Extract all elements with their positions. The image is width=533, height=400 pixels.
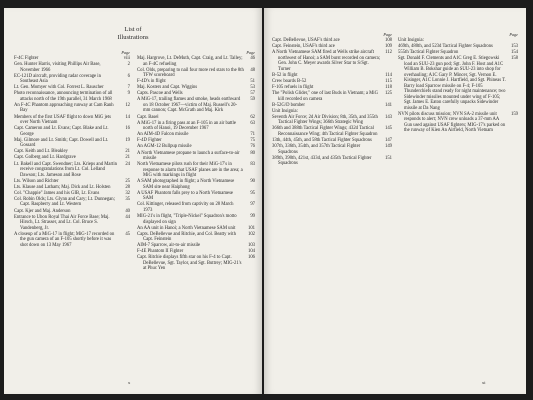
entry-caption: An AIM-4D Falcon missile <box>137 132 189 138</box>
entry-caption: A closeup of a MiG-17 in flight; MiG-17 recorded on the gun camera of an F-105 shortly before it was shot down on 13 May 1967 <box>14 231 115 248</box>
illustration-entry <box>14 232 130 249</box>
entry-caption: 13th, 44th, 45th, and 58th Tactical Fighter Squadrons <box>272 138 372 144</box>
illustration-entry <box>14 197 130 208</box>
entry-caption: F-105 refuels in flight <box>272 84 314 90</box>
entry-caption: A North Vietnamese propane to launch a surface-to-air missile <box>137 150 240 162</box>
illustration-entry <box>272 144 392 155</box>
entry-caption: Seventh Air Force; 2d Air Division; 8th, 35th, and 355th Tactical Fighter Wings; 366th Strategic Wing <box>272 114 378 126</box>
entry-page-number: 35 <box>125 196 130 202</box>
entry-page-number: 63 <box>250 120 255 126</box>
illustration-entry <box>272 44 392 50</box>
illustration-entry <box>137 132 255 138</box>
entry-page-number: 95 <box>250 190 255 196</box>
entry-caption: A MiG-17 in a firing pass at an F-105 in an air battle north of Hanoi, 19 December 1967 <box>137 120 236 132</box>
entry-caption: Col. Robin Olds; Lts. Glynn and Cary; Lt. Dunnegan; Capt. Raspberry and Lt. Western <box>14 196 115 208</box>
entry-page-number: 53 <box>250 85 255 91</box>
illustration-entry <box>137 214 255 225</box>
entry-page-number: 158 <box>510 56 518 62</box>
entry-caption: The "Polish Glider," one of last Buds in Vietnam; a MiG kill recorded on camera <box>272 91 378 102</box>
illustration-entry <box>398 38 518 44</box>
illustration-entry <box>272 109 392 115</box>
entry-caption: Capt. Ritchie displays fifth star on his F-4 to Capt. DeBellevue, Sgt. Taylor, and Sgt. Buttrey; MIG-21's at Phuc Yen <box>137 255 242 272</box>
illustration-entry <box>137 202 255 213</box>
illustration-entry <box>137 162 255 179</box>
entry-page-number: 6 <box>127 73 130 79</box>
illustration-entry <box>14 138 130 149</box>
entry-page-number: 12 <box>125 102 130 108</box>
illustration-entry <box>137 179 255 190</box>
entry-caption: An AGM-12 Bullpup missile <box>137 144 192 150</box>
illustration-entry <box>272 115 392 126</box>
illustration-entry <box>137 191 255 202</box>
entry-page-number: 154 <box>510 50 518 56</box>
illustration-entry <box>14 56 130 62</box>
illustration-entry <box>137 79 255 85</box>
illustration-entry <box>272 138 392 144</box>
entry-page-number: 7 <box>127 85 130 91</box>
entry-page-number: 2 <box>127 62 130 68</box>
illustration-entry <box>272 156 392 167</box>
entry-caption: Lt. Gen. Momyer with Col. Forrest L. Rauscher <box>14 85 104 91</box>
entry-caption: MIG-21's in flight, "Triple-Nickel" Squadron's motto displayed on sign <box>137 214 237 225</box>
entry-caption: Capt. DeBellevue, USAF's third ace <box>272 38 340 43</box>
illustration-entry <box>137 85 255 91</box>
illustration-entry <box>137 91 255 97</box>
illustration-entry <box>137 121 255 132</box>
entry-caption: 389th, 390th, 421st, 433d, and 435th Tactical Fighter Squadrons <box>272 155 372 167</box>
illustration-entry <box>272 50 392 72</box>
entry-caption: Capt. Kjer and Maj. Anderson <box>14 208 71 214</box>
entry-caption: A USAF Phantom falls prey to a North Vietnamese SAM <box>137 190 233 202</box>
entry-caption: Lt. Bakell and Capt. Swendner; Lts. Krieps and Martin receive congratulations from Lt. Col. Lelland Dawson; Lts. Jameson and Rose <box>14 161 117 178</box>
illustration-entry <box>137 56 255 67</box>
page-number: x <box>128 380 131 385</box>
entry-page-number: 46 <box>250 56 255 61</box>
entry-caption: B-52 in flight <box>272 72 298 78</box>
illustration-entry <box>137 243 255 249</box>
entry-caption: Maj. Hargrove, Lt. DeMuth, Capt. Craig, and Lt. Talley; an F-4C refueling <box>137 56 243 67</box>
entry-caption: North Vietnamese pilots rush for their MiG-17's in response to alarm that USAF planes are in the area; a MiG with markings in flight <box>137 162 243 179</box>
entry-caption: F-4D Fighter <box>137 138 162 144</box>
illustration-entry <box>14 115 130 126</box>
entry-page-number: 21 <box>125 149 130 155</box>
entry-page-number: 51 <box>250 79 255 85</box>
entry-page-number: 25 <box>125 178 130 184</box>
heading-line-1: List of <box>124 26 142 33</box>
illustration-entry <box>14 162 130 179</box>
page-number: xi <box>482 380 486 385</box>
page-column-label: Page <box>509 32 518 37</box>
entry-page-number: 149 <box>384 144 392 150</box>
entry-page-number: 71 <box>250 132 255 138</box>
entry-page-number: 153 <box>510 44 518 50</box>
right-page <box>264 8 526 394</box>
illustration-entry <box>137 115 255 121</box>
illustration-entry <box>272 126 392 137</box>
entry-caption: Capts. Pascoe and Wells <box>137 91 183 97</box>
page-column-label: Page <box>246 50 255 55</box>
entry-page-number: 125 <box>384 91 392 97</box>
entry-page-number: 159 <box>510 111 518 117</box>
illustrations-heading <box>4 26 262 41</box>
entry-page-number: 90 <box>250 179 255 185</box>
entry-page-number: 143 <box>384 114 392 120</box>
entry-caption: Maj. Kosters and Capt. Wiggins <box>137 85 198 91</box>
illustration-entry <box>398 50 518 56</box>
page-column-label: Page <box>121 50 130 55</box>
entry-caption: Members of the first USAF flight to down MiG jets over North Vietnam <box>14 114 112 126</box>
illustration-entry <box>14 155 130 161</box>
illustration-entry <box>137 232 255 243</box>
illustration-entry <box>398 112 518 134</box>
entry-caption: Lts. Wilson and Richter <box>14 178 59 184</box>
entry-page-number: 21 <box>125 155 130 161</box>
entry-caption: Unit Insignia: <box>272 108 298 114</box>
entry-page-number: 32 <box>125 190 130 196</box>
entry-page-number: 109 <box>384 44 392 50</box>
entry-caption: Photo reconnaissance, announcing termination of all attacks north of the 19th parallel, 31 March 1968 <box>14 91 113 102</box>
entry-caption: EC-121D aircraft, providing radar coverage in Southeast Asia <box>14 73 101 85</box>
entry-caption: A North Vietnamese SAM fired at Wells strike aircraft northwest of Hanoi; a SAM burst recorded on camera; Gen. John C. Meyer awards Silver Star to S/Sgt. Turner <box>272 50 381 72</box>
entry-page-number: 99 <box>250 214 255 219</box>
entry-page-number: 151 <box>384 155 392 161</box>
entry-page-number: 115 <box>385 78 392 84</box>
entry-caption: 469th, 480th, and 523d Tactical Fighter Squadrons <box>398 44 493 50</box>
entry-caption: A MiG-17, trailing flames and smoke, heads earthward on 18 October 1967—victim of Maj. Russell's 20-mm cannon; Capt. McGrath and Maj. Kirk <box>137 97 241 114</box>
entry-caption: F-4E Phantom II Fighter <box>137 249 184 255</box>
entry-caption: AIM-7 Sparrow, air-to-air missile <box>137 243 201 249</box>
illustration-entry <box>398 56 518 111</box>
entry-page-number: 59 <box>250 97 255 103</box>
entry-page-number: 40 <box>125 208 130 214</box>
entry-caption: Capts. DeBellevue and Ritchie, and Col. Beatty with Capt. Feinstein <box>137 231 236 243</box>
entry-page-number: 16 <box>125 126 130 132</box>
illustration-entry <box>14 62 130 73</box>
entry-page-number: 24 <box>125 161 130 167</box>
illustration-entry <box>14 215 130 232</box>
entry-caption: Gen. Hunter Harris, visiting Phillips Air Base, November 1966 <box>14 62 101 73</box>
illustration-entry <box>14 149 130 155</box>
illustration-entry <box>14 85 130 91</box>
entry-caption: Sgt. Donald F. Clements and A1C Greg E. Stiegowski load an SUU-23 gun pod; Sgt. John F. Host and A1C William B. Bokshar guide an SUU-23 into shop for overhauling; A1C Gary P. Mincer, Sgt. Vernon E. Kisinger, A1C Lonnie J. Hartfield, and Sgt. Phineas T. Barry load Sparrow missile on F-4; F-105 Thunderchiefs stand ready for night maintenance; two Sidewinder missiles mounted under wing of F-105; Sgt. James E. Eaton carefully unpacks Sidewinder missile at Da Nang <box>398 56 506 111</box>
entry-page-number: 45 <box>125 231 130 237</box>
entry-page-number: 48 <box>250 67 255 73</box>
left-page <box>4 8 262 394</box>
illustration-entry <box>272 103 392 109</box>
entry-page-number: 80 <box>250 150 255 156</box>
entry-caption: F-4C Fighter <box>14 56 39 61</box>
entry-caption: F-4D's in flight <box>137 79 166 85</box>
entry-page-number: 114 <box>385 72 392 78</box>
illustration-entry <box>14 91 130 102</box>
entry-caption: An F-4C Phantom approaching runway at Cam Ranh Bay <box>14 102 114 114</box>
entry-page-number: 75 <box>250 138 255 144</box>
entry-page-number: 57 <box>250 91 255 97</box>
illustration-entry <box>14 179 130 185</box>
illustration-entry <box>272 38 392 44</box>
entry-page-number: 103 <box>247 243 255 249</box>
entry-caption: A SAM photographed in flight; a North Vietnamese SAM site near Haiphong <box>137 179 235 190</box>
entry-caption: Capt. Keith and Lt. Bleakley <box>14 149 68 155</box>
illustration-entry <box>137 138 255 144</box>
entry-page-number: 62 <box>250 114 255 120</box>
right-column-1 <box>272 32 392 167</box>
entry-caption: Capt. Basel <box>137 114 159 120</box>
entry-page-number: 97 <box>250 202 255 208</box>
entry-caption: 307th, 336th, 354th, and 357th Tactical Fighter Squadrons <box>272 144 361 155</box>
entry-page-number: 112 <box>385 50 392 56</box>
entry-caption: Capt. Cameron and Lt. Evans; Capt. Blake and Lt. George <box>14 126 109 137</box>
entry-caption: 366th and 388th Tactical Fighter Wings; 432d Tactical Reconnaissance Wing; 4th Tactical Fighter Squadron <box>272 126 378 137</box>
entry-page-number: 76 <box>250 144 255 150</box>
entry-caption: Capt. Feinstein, USAF's third ace <box>272 44 335 50</box>
entry-page-number: 19 <box>125 137 130 143</box>
entry-page-number: 104 <box>247 249 255 255</box>
entry-caption: Col. Olds, preparing to nail four more red stars to the 8th TFW scoreboard <box>137 67 244 79</box>
entry-page-number: 44 <box>125 214 130 220</box>
entry-page-number: 106 <box>247 255 255 261</box>
illustration-entry <box>14 126 130 137</box>
entry-caption: B-52G/D bomber <box>272 102 305 108</box>
illustration-entry <box>272 85 392 91</box>
entry-caption: Unit Insignia: <box>398 38 424 43</box>
illustration-entry <box>137 144 255 150</box>
entry-caption: Maj. Gilmore and Lt. Smith; Capt. Dowell and Lt. Gossard <box>14 137 109 149</box>
entry-page-number: 145 <box>384 126 392 132</box>
illustration-entry <box>137 226 255 232</box>
illustration-entry <box>398 44 518 50</box>
illustration-entry <box>137 97 255 114</box>
entry-page-number: 9 <box>127 91 130 97</box>
entry-caption: Lts. Klause and Latham; Maj. Dick and Lt. Holsten <box>14 184 111 190</box>
entry-caption: Crew boards B-52 <box>272 78 307 84</box>
entry-caption: Col. "Chappie" James and his GIB, Lt. Evans <box>14 190 100 196</box>
illustration-entry <box>137 255 255 272</box>
entry-page-number: 14 <box>125 114 130 120</box>
entry-page-number: 101 <box>247 225 255 231</box>
entry-page-number: viii <box>123 56 130 61</box>
entry-caption: NVN pilots discuss mission; NVN SA-2 missile unit responds to alert; NVN crew unloads a 37-mm AA Gun used against USAF fighters; MIG-17's parked on the runway of Kien An Airfield, North Vietnam <box>398 111 506 134</box>
illustration-entry <box>14 103 130 114</box>
entry-page-number: 83 <box>250 162 255 168</box>
entry-caption: An AA unit in Hanoi; a North Vietnamese SAM unit <box>137 225 236 231</box>
illustration-entry <box>14 74 130 85</box>
entry-page-number: 141 <box>384 102 392 108</box>
illustration-entry <box>14 209 130 215</box>
illustration-entry <box>272 91 392 102</box>
entry-page-number: 102 <box>247 231 255 237</box>
entry-page-number: 147 <box>384 138 392 144</box>
illustration-entry <box>14 191 130 197</box>
entry-caption: Capt. Golberg and Lt. Hardgrave <box>14 155 76 161</box>
entry-caption: Col. Kittinger, released from captivity on 28 March 1973 <box>137 202 234 213</box>
illustration-entry <box>272 73 392 79</box>
illustration-entry <box>137 68 255 79</box>
entry-caption: Entrance to Ubon Royal Thai Air Force Base; Maj. Hirsch, Lt. Strasser, and Lt. Col. Bruce S. Vandenberg, Jr. <box>14 214 110 231</box>
entry-page-number: 118 <box>385 84 392 90</box>
entry-page-number: 28 <box>125 184 130 190</box>
illustration-entry <box>137 151 255 162</box>
left-column-2 <box>137 50 255 273</box>
right-column-2 <box>398 32 518 134</box>
entry-page-number: 108 <box>384 38 392 43</box>
illustration-entry <box>137 249 255 255</box>
illustration-entry <box>14 185 130 191</box>
illustration-entry <box>272 79 392 85</box>
heading-line-2: Illustrations <box>117 33 149 41</box>
left-column-1 <box>14 50 130 249</box>
page-column-label: Page <box>383 32 392 37</box>
entry-caption: 555th Tactical Fighter Squadron <box>398 50 459 56</box>
